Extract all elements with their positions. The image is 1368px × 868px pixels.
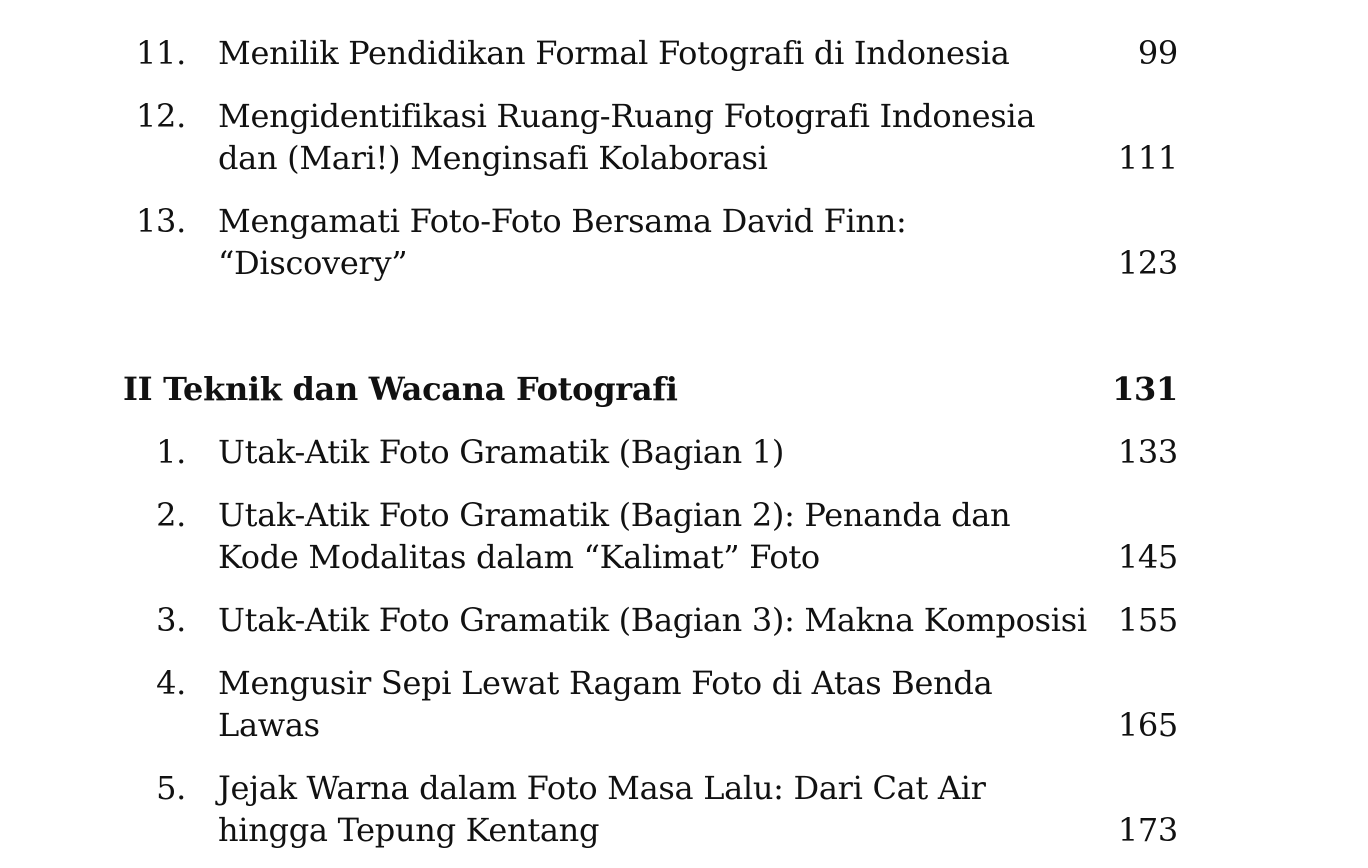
entry-title bbox=[218, 32, 1098, 74]
entry-title-line: Menilik Pendidikan Formal Fotografi di Indonesia bbox=[218, 34, 1010, 72]
entry-title-line: Mengusir Sepi Lewat Ragam Foto di Atas Benda bbox=[218, 664, 993, 702]
entry-title bbox=[218, 95, 1098, 179]
entry-title bbox=[218, 200, 1098, 284]
entry-title-line: dan (Mari!) Menginsafi Kolaborasi bbox=[218, 139, 768, 177]
entry-number: 1. bbox=[156, 433, 186, 471]
section-page-number: 131 bbox=[1112, 370, 1178, 408]
entry-title bbox=[218, 767, 1098, 851]
entry-page-number: 123 bbox=[1117, 244, 1178, 282]
entry-title bbox=[218, 599, 1098, 641]
entry-number: 4. bbox=[156, 664, 186, 702]
entry-number: 5. bbox=[156, 769, 186, 807]
entry-page-number: 173 bbox=[1117, 811, 1178, 849]
entry-title-line: “Discovery” bbox=[218, 244, 408, 282]
entry-number: 3. bbox=[156, 601, 186, 639]
entry-title-line: Lawas bbox=[218, 706, 320, 744]
entry-title-line: hingga Tepung Kentang bbox=[218, 811, 600, 849]
entry-title-line: Jejak Warna dalam Foto Masa Lalu: Dari Cat Air bbox=[218, 769, 986, 807]
entry-page-number: 155 bbox=[1117, 601, 1178, 639]
entry-title bbox=[218, 662, 1098, 746]
entry-page-number: 165 bbox=[1117, 706, 1178, 744]
entry-page-number: 111 bbox=[1117, 139, 1178, 177]
entry-title-line: Utak-Atik Foto Gramatik (Bagian 2): Penanda dan bbox=[218, 496, 1011, 534]
entry-title-line: Utak-Atik Foto Gramatik (Bagian 3): Makna Komposisi bbox=[218, 601, 1087, 639]
section-heading: II Teknik dan Wacana Fotografi bbox=[123, 370, 678, 408]
entry-title-line: Mengamati Foto-Foto Bersama David Finn: bbox=[218, 202, 907, 240]
entry-page-number: 99 bbox=[1137, 34, 1178, 72]
entry-page-number: 145 bbox=[1117, 538, 1178, 576]
entry-title-line: Mengidentifikasi Ruang-Ruang Fotografi Indonesia bbox=[218, 97, 1036, 135]
entry-title bbox=[218, 494, 1098, 578]
entry-number: 12. bbox=[136, 97, 186, 135]
entry-title-line: Kode Modalitas dalam “Kalimat” Foto bbox=[218, 538, 820, 576]
entry-title-line: Utak-Atik Foto Gramatik (Bagian 1) bbox=[218, 433, 785, 471]
entry-page-number: 133 bbox=[1117, 433, 1178, 471]
entry-number: 13. bbox=[136, 202, 186, 240]
entry-number: 11. bbox=[136, 34, 186, 72]
entry-number: 2. bbox=[156, 496, 186, 534]
entry-title bbox=[218, 431, 1098, 473]
